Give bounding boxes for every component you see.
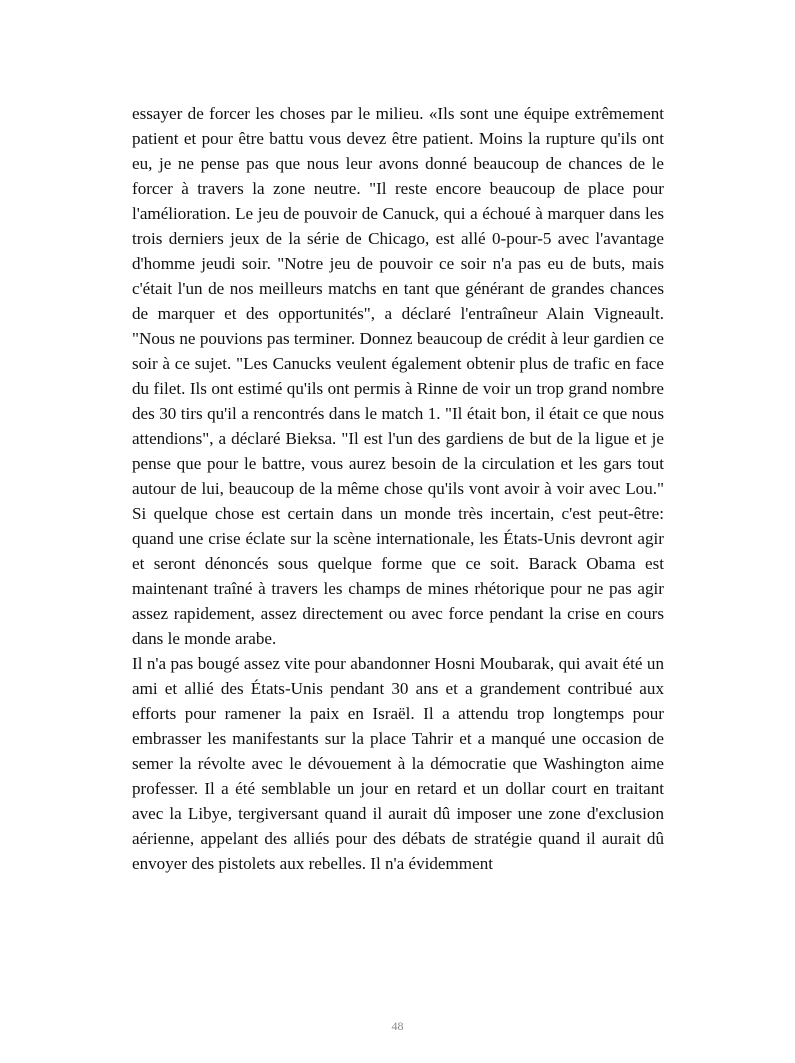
body-text: [132, 101, 664, 876]
paragraph-2: Il n'a pas bougé assez vite pour abandonner Hosni Moubarak, qui avait été un ami et allié des États-Unis pendant 30 ans et a grandement contribué aux efforts pour ramener la paix en Israël. Il a attendu trop longtemps pour embrasser les manifestants sur la place Tahrir et a manqué une occasion de semer la révolte avec le dévouement à la démocratie que Washington aime professer. Il a été semblable un jour en retard et un dollar court en traitant avec la Libye, tergiversant quand il aurait dû imposer une zone d'exclusion aérienne, appelant des alliés pour des débats de stratégie quand il aurait dû envoyer des pistolets aux rebelles. Il n'a évidemment: [132, 654, 664, 873]
paragraph-1: essayer de forcer les choses par le milieu. «Ils sont une équipe extrêmement patient et pour être battu vous devez être patient. Moins la rupture qu'ils ont eu, je ne pense pas que nous leur avons donné beaucoup de chances de le forcer à travers la zone neutre. "Il reste encore beaucoup de place pour l'amélioration. Le jeu de pouvoir de Canuck, qui a échoué à marquer dans les trois derniers jeux de la série de Chicago, est allé 0-pour-5 avec l'avantage d'homme jeudi soir. "Notre jeu de pouvoir ce soir n'a pas eu de buts, mais c'était l'un de nos meilleurs matchs en tant que générant de grandes chances de marquer et des opportunités", a déclaré l'entraîneur Alain Vigneault. "Nous ne pouvions pas terminer. Donnez beaucoup de crédit à leur gardien ce soir à ce sujet. "Les Canucks veulent également obtenir plus de trafic en face du filet. Ils ont estimé qu'ils ont permis à Rinne de voir un trop grand nombre des 30 tirs qu'il a rencontrés dans le match 1. "Il était bon, il était ce que nous attendions", a déclaré Bieksa. "Il est l'un des gardiens de but de la ligue et je pense que pour le battre, vous aurez besoin de la circulation et les gars tout autour de lui, beaucoup de la même chose qu'ils vont avoir à voir avec Lou." Si quelque chose est certain dans un monde très incertain, c'est peut-être: quand une crise éclate sur la scène internationale, les États-Unis devront agir et seront dénoncés sous quelque forme que ce soit. Barack Obama est maintenant traîné à travers les champs de mines rhétorique pour ne pas agir assez rapidement, assez directement ou avec force pendant la crise en cours dans le monde arabe.: [132, 104, 664, 648]
page-number: 48: [391, 1019, 404, 1033]
